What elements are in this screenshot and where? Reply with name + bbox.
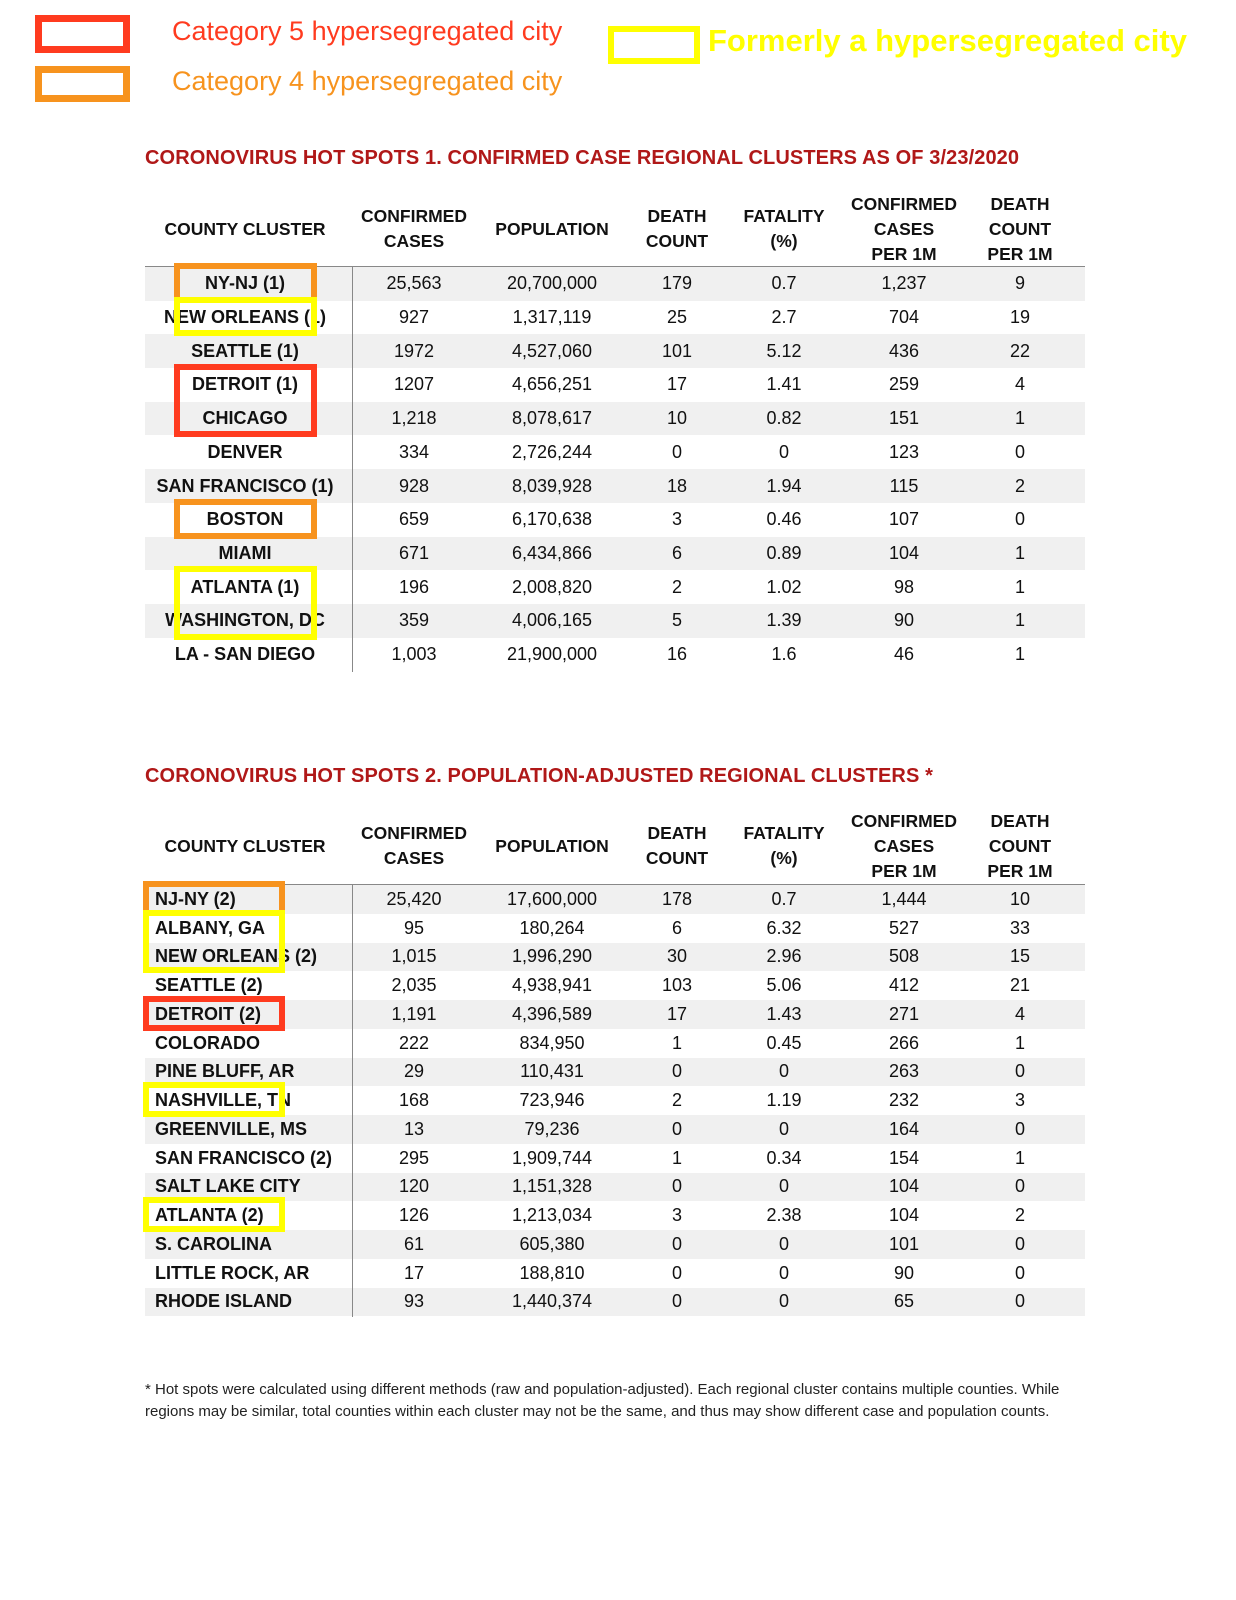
cell-county-cluster: LA - SAN DIEGO: [174, 644, 316, 665]
cell-cases-per-1m: 1,237: [881, 273, 927, 294]
cell-county-cluster: NY-NJ (1): [204, 273, 285, 294]
cell-confirmed-cases: 61: [403, 1233, 425, 1254]
table-row: [145, 971, 1085, 1000]
table2-header-death-count: [617, 821, 737, 871]
table-row: [145, 1000, 1085, 1029]
cell-cases-per-1m: 115: [889, 475, 919, 496]
cell-fatality-pct: 1.39: [766, 610, 802, 631]
cell-population: 1,213,034: [511, 1205, 593, 1226]
legend-label-formerly: Formerly a hypersegregated city: [708, 23, 1187, 58]
cell-death-count: 1: [671, 1147, 682, 1168]
cell-population: 4,938,941: [511, 975, 593, 996]
cell-fatality-pct: 0.7: [771, 273, 797, 294]
cell-deaths-per-1m: 0: [1014, 441, 1025, 462]
cell-confirmed-cases: 295: [398, 1147, 430, 1168]
cell-fatality-pct: 6.32: [766, 917, 802, 938]
table2-header-population: [472, 834, 632, 859]
cell-population: 79,236: [524, 1118, 580, 1139]
cell-population: 188,810: [519, 1262, 585, 1283]
cell-population: 723,946: [519, 1090, 585, 1111]
table-row: [145, 1115, 1085, 1144]
table-row: [145, 1058, 1085, 1087]
table-row: [145, 604, 1085, 638]
cell-death-count: 101: [661, 340, 693, 361]
table2-title: CORONOVIRUS HOT SPOTS 2. POPULATION-ADJUSTED REGIONAL CLUSTERS *: [145, 765, 933, 787]
table-row: [145, 503, 1085, 537]
table-row: [145, 1201, 1085, 1230]
legend-swatch-category5: [35, 15, 130, 53]
cell-death-count: 18: [666, 475, 688, 496]
cell-fatality-pct: 0.34: [766, 1147, 802, 1168]
cell-deaths-per-1m: 0: [1014, 1291, 1025, 1312]
cell-cases-per-1m: 154: [888, 1147, 920, 1168]
cell-confirmed-cases: 1972: [393, 340, 435, 361]
cell-population: 8,078,617: [511, 408, 593, 429]
cell-fatality-pct: 0: [778, 1262, 789, 1283]
header-text: CONFIRMED: [851, 193, 957, 214]
header-text: COUNT: [645, 848, 709, 868]
cell-county-cluster: NEW ORLEANS (2): [155, 946, 317, 967]
cell-death-count: 30: [666, 946, 688, 967]
cell-deaths-per-1m: 1: [1014, 542, 1025, 563]
footnote: * Hot spots were calculated using different methods (raw and population-adjusted). Each regional cluster contains multiple counties. While regions may be similar, total counties within each cluster may not be the same, and thus may show different case and population counts.: [145, 1381, 1060, 1420]
table-row: [145, 334, 1085, 368]
cell-cases-per-1m: 704: [888, 307, 920, 328]
cell-county-cluster: PINE BLUFF, AR: [155, 1061, 295, 1082]
cell-confirmed-cases: 95: [403, 917, 425, 938]
cell-fatality-pct: 0: [778, 441, 789, 462]
cell-cases-per-1m: 104: [888, 1205, 920, 1226]
cell-confirmed-cases: 196: [398, 576, 430, 597]
cell-confirmed-cases: 17: [403, 1262, 425, 1283]
header-text: CASES: [383, 231, 445, 251]
header-text: CONFIRMED: [361, 206, 467, 226]
cell-death-count: 0: [671, 441, 682, 462]
cell-deaths-per-1m: 0: [1014, 509, 1025, 530]
cell-cases-per-1m: 104: [888, 542, 920, 563]
table-row: [145, 1173, 1085, 1202]
cell-population: 4,656,251: [511, 374, 593, 395]
cell-cases-per-1m: 151: [888, 408, 920, 429]
cell-fatality-pct: 0.45: [766, 1032, 802, 1053]
table-row: [145, 1144, 1085, 1173]
cell-deaths-per-1m: 0: [1014, 1061, 1025, 1082]
table-row: [145, 570, 1085, 604]
cell-county-cluster: BOSTON: [206, 509, 284, 530]
table2-header-cases-per-1m: [834, 809, 974, 884]
cell-fatality-pct: 0.46: [766, 509, 802, 530]
cell-fatality-pct: 2.96: [766, 946, 802, 967]
cell-deaths-per-1m: 0: [1014, 1118, 1025, 1139]
header-text: FATALITY: [743, 823, 825, 843]
header-text: CONFIRMED: [361, 823, 467, 843]
cell-county-cluster: NASHVILLE, TN: [155, 1090, 292, 1111]
cell-deaths-per-1m: 1: [1014, 1032, 1025, 1053]
cell-cases-per-1m: 527: [888, 917, 920, 938]
cell-fatality-pct: 0: [778, 1233, 789, 1254]
cell-county-cluster: ATLANTA (2): [155, 1205, 264, 1226]
cell-population: 834,950: [519, 1032, 585, 1053]
table-row: [145, 1259, 1085, 1288]
cell-county-cluster: SAN FRANCISCO (2): [155, 1147, 333, 1168]
header-text: COUNTY CLUSTER: [164, 218, 326, 239]
cell-population: 6,434,866: [511, 542, 593, 563]
cell-county-cluster: GREENVILLE, MS: [155, 1118, 308, 1139]
cell-county-cluster: NEW ORLEANS (1): [164, 307, 326, 328]
table-row: [145, 914, 1085, 943]
cell-population: 2,008,820: [511, 576, 593, 597]
cell-fatality-pct: 0.7: [771, 888, 797, 909]
cell-county-cluster: CHICAGO: [202, 408, 288, 429]
header-text: POPULATION: [495, 835, 609, 856]
cell-county-cluster: WASHINGTON, DC: [165, 610, 325, 631]
cell-cases-per-1m: 259: [888, 374, 920, 395]
cell-confirmed-cases: 1,191: [391, 1003, 437, 1024]
cell-death-count: 17: [666, 1003, 688, 1024]
table-row: [145, 885, 1085, 914]
cell-cases-per-1m: 90: [893, 1262, 915, 1283]
cell-county-cluster: DETROIT (2): [155, 1003, 261, 1024]
cell-fatality-pct: 0: [778, 1061, 789, 1082]
table-row: [145, 943, 1085, 972]
cell-population: 20,700,000: [506, 273, 598, 294]
cell-county-cluster: DETROIT (1): [192, 374, 298, 395]
cell-deaths-per-1m: 22: [1009, 340, 1031, 361]
table-row: [145, 368, 1085, 402]
cell-confirmed-cases: 359: [398, 610, 430, 631]
cell-death-count: 103: [661, 975, 693, 996]
cell-cases-per-1m: 263: [888, 1061, 920, 1082]
cell-confirmed-cases: 168: [398, 1090, 430, 1111]
header-text: CASES: [873, 835, 935, 856]
cell-fatality-pct: 1.94: [766, 475, 802, 496]
table1-header-death-count: [617, 204, 737, 254]
cell-fatality-pct: 0: [778, 1291, 789, 1312]
cell-fatality-pct: 2.38: [766, 1205, 802, 1226]
cell-confirmed-cases: 671: [398, 542, 430, 563]
cell-population: 17,600,000: [506, 888, 598, 909]
cell-death-count: 5: [671, 610, 682, 631]
cell-confirmed-cases: 1,003: [391, 644, 437, 665]
cell-deaths-per-1m: 1: [1014, 644, 1025, 665]
cell-death-count: 178: [661, 888, 693, 909]
cell-deaths-per-1m: 19: [1009, 307, 1031, 328]
cell-confirmed-cases: 927: [398, 307, 430, 328]
cell-population: 8,039,928: [511, 475, 593, 496]
header-text: (%): [770, 848, 798, 868]
table2-header-fatality-pct: [724, 821, 844, 871]
header-text: PER 1M: [987, 243, 1053, 264]
header-text: DEATH: [990, 810, 1050, 831]
cell-fatality-pct: 5.12: [766, 340, 802, 361]
cell-population: 6,170,638: [511, 509, 593, 530]
table2-header-confirmed-cases: [339, 821, 489, 871]
cell-confirmed-cases: 25,563: [386, 273, 442, 294]
cell-deaths-per-1m: 1: [1014, 1147, 1025, 1168]
cell-death-count: 17: [666, 374, 688, 395]
cell-county-cluster: SAN FRANCISCO (1): [156, 475, 334, 496]
cell-deaths-per-1m: 4: [1014, 1003, 1025, 1024]
cell-fatality-pct: 2.7: [771, 307, 797, 328]
cell-cases-per-1m: 412: [888, 975, 920, 996]
cell-death-count: 3: [671, 509, 682, 530]
cell-county-cluster: RHODE ISLAND: [155, 1291, 293, 1312]
table-row: [145, 301, 1085, 335]
cell-death-count: 0: [671, 1291, 682, 1312]
cell-fatality-pct: 0: [778, 1176, 789, 1197]
cell-county-cluster: LITTLE ROCK, AR: [155, 1262, 310, 1283]
legend-label-category5: Category 5 hypersegregated city: [172, 16, 563, 46]
legend-label-category4: Category 4 hypersegregated city: [172, 66, 563, 96]
table2-header-county-cluster: [133, 834, 358, 859]
cell-deaths-per-1m: 21: [1009, 975, 1031, 996]
table-row: [145, 402, 1085, 436]
table1-header-population: [472, 217, 632, 242]
table2-header-deaths-per-1m: [960, 809, 1080, 884]
table1-header-deaths-per-1m: [960, 192, 1080, 267]
table-row: [145, 469, 1085, 503]
table-row: [145, 267, 1085, 301]
header-text: PER 1M: [987, 860, 1053, 881]
cell-population: 1,151,328: [511, 1176, 593, 1197]
cell-cases-per-1m: 123: [888, 441, 920, 462]
legend-swatch-formerly: [608, 26, 700, 64]
cell-fatality-pct: 1.43: [766, 1003, 802, 1024]
cell-fatality-pct: 1.6: [771, 644, 797, 665]
header-text: FATALITY: [743, 206, 825, 226]
cell-county-cluster: S. CAROLINA: [155, 1233, 272, 1254]
cell-fatality-pct: 1.41: [766, 374, 802, 395]
cell-cases-per-1m: 164: [888, 1118, 920, 1139]
cell-death-count: 2: [671, 576, 682, 597]
cell-confirmed-cases: 25,420: [386, 888, 442, 909]
table-row: [145, 1288, 1085, 1317]
cell-population: 2,726,244: [511, 441, 593, 462]
cell-population: 1,996,290: [511, 946, 593, 967]
cell-population: 110,431: [520, 1061, 584, 1082]
table-row: [145, 1029, 1085, 1058]
cell-deaths-per-1m: 9: [1014, 273, 1025, 294]
cell-fatality-pct: 5.06: [766, 975, 802, 996]
cell-fatality-pct: 0.89: [766, 542, 802, 563]
header-text: COUNT: [988, 218, 1052, 239]
cell-confirmed-cases: 659: [398, 509, 430, 530]
cell-confirmed-cases: 1207: [393, 374, 435, 395]
header-text: (%): [770, 231, 798, 251]
cell-confirmed-cases: 334: [398, 441, 430, 462]
cell-cases-per-1m: 65: [893, 1291, 915, 1312]
cell-deaths-per-1m: 3: [1014, 1090, 1025, 1111]
cell-confirmed-cases: 120: [398, 1176, 430, 1197]
cell-death-count: 16: [666, 644, 688, 665]
cell-deaths-per-1m: 2: [1014, 1205, 1025, 1226]
cell-confirmed-cases: 126: [398, 1205, 430, 1226]
cell-confirmed-cases: 1,015: [391, 946, 437, 967]
cell-population: 1,440,374: [511, 1291, 593, 1312]
cell-deaths-per-1m: 0: [1014, 1176, 1025, 1197]
cell-cases-per-1m: 1,444: [881, 888, 927, 909]
header-text: PER 1M: [871, 243, 937, 264]
cell-deaths-per-1m: 33: [1009, 917, 1031, 938]
cell-cases-per-1m: 104: [888, 1176, 920, 1197]
cell-population: 180,264: [519, 917, 585, 938]
cell-cases-per-1m: 107: [888, 509, 920, 530]
cell-death-count: 3: [671, 1205, 682, 1226]
cell-county-cluster: SEATTLE (1): [191, 340, 299, 361]
cell-population: 605,380: [519, 1233, 585, 1254]
header-text: CASES: [383, 848, 445, 868]
table1-header-fatality-pct: [724, 204, 844, 254]
header-text: DEATH: [647, 206, 707, 226]
cell-death-count: 2: [671, 1090, 682, 1111]
cell-cases-per-1m: 46: [893, 644, 915, 665]
cell-population: 1,317,119: [512, 307, 592, 328]
cell-fatality-pct: 1.19: [766, 1090, 802, 1111]
cell-confirmed-cases: 2,035: [391, 975, 437, 996]
cell-county-cluster: DENVER: [207, 441, 283, 462]
cell-death-count: 179: [661, 273, 693, 294]
cell-deaths-per-1m: 0: [1014, 1262, 1025, 1283]
header-text: CASES: [873, 218, 935, 239]
cell-deaths-per-1m: 1: [1014, 610, 1025, 631]
cell-deaths-per-1m: 10: [1009, 888, 1031, 909]
cell-death-count: 0: [671, 1061, 682, 1082]
cell-county-cluster: MIAMI: [218, 542, 272, 563]
cell-deaths-per-1m: 4: [1014, 374, 1025, 395]
cell-confirmed-cases: 29: [403, 1061, 425, 1082]
cell-deaths-per-1m: 1: [1014, 408, 1025, 429]
header-text: COUNTY CLUSTER: [164, 835, 326, 856]
cell-cases-per-1m: 508: [888, 946, 920, 967]
cell-death-count: 0: [671, 1176, 682, 1197]
cell-confirmed-cases: 93: [403, 1291, 425, 1312]
header-text: COUNT: [645, 231, 709, 251]
cell-cases-per-1m: 266: [888, 1032, 920, 1053]
cell-county-cluster: NJ-NY (2): [155, 888, 236, 909]
cell-death-count: 6: [671, 542, 682, 563]
cell-deaths-per-1m: 0: [1014, 1233, 1025, 1254]
table1-column-divider: [352, 266, 353, 672]
header-text: DEATH: [990, 193, 1050, 214]
cell-death-count: 0: [671, 1262, 682, 1283]
table-row: [145, 638, 1085, 672]
cell-population: 1,909,744: [511, 1147, 593, 1168]
cell-confirmed-cases: 222: [398, 1032, 430, 1053]
cell-confirmed-cases: 928: [398, 475, 430, 496]
cell-confirmed-cases: 13: [403, 1118, 425, 1139]
legend-swatch-category4: [35, 66, 130, 102]
cell-death-count: 1: [671, 1032, 682, 1053]
cell-population: 4,396,589: [511, 1003, 593, 1024]
cell-population: 4,527,060: [511, 340, 593, 361]
cell-cases-per-1m: 101: [888, 1233, 920, 1254]
header-text: COUNT: [988, 835, 1052, 856]
cell-county-cluster: SEATTLE (2): [155, 975, 263, 996]
cell-deaths-per-1m: 15: [1009, 946, 1031, 967]
cell-cases-per-1m: 98: [893, 576, 915, 597]
table1-header-cases-per-1m: [834, 192, 974, 267]
cell-death-count: 10: [666, 408, 688, 429]
table-row: [145, 1086, 1085, 1115]
header-text: CONFIRMED: [851, 810, 957, 831]
table2-column-divider: [352, 884, 353, 1317]
cell-cases-per-1m: 232: [888, 1090, 920, 1111]
table-row: [145, 436, 1085, 470]
cell-population: 21,900,000: [506, 644, 598, 665]
cell-county-cluster: ATLANTA (1): [190, 576, 300, 597]
cell-fatality-pct: 0.82: [766, 408, 802, 429]
cell-deaths-per-1m: 1: [1014, 576, 1025, 597]
header-text: POPULATION: [495, 218, 609, 239]
cell-county-cluster: SALT LAKE CITY: [155, 1176, 301, 1197]
cell-confirmed-cases: 1,218: [391, 408, 437, 429]
cell-deaths-per-1m: 2: [1014, 475, 1025, 496]
cell-cases-per-1m: 436: [888, 340, 920, 361]
cell-cases-per-1m: 271: [888, 1003, 920, 1024]
cell-fatality-pct: 1.02: [766, 576, 802, 597]
table1-header-confirmed-cases: [339, 204, 489, 254]
cell-fatality-pct: 0: [778, 1118, 789, 1139]
cell-county-cluster: ALBANY, GA: [155, 917, 266, 938]
table-row: [145, 537, 1085, 571]
table1-header-county-cluster: [133, 217, 358, 242]
cell-death-count: 0: [671, 1233, 682, 1254]
header-text: PER 1M: [871, 860, 937, 881]
cell-county-cluster: COLORADO: [155, 1032, 260, 1053]
cell-death-count: 0: [671, 1118, 682, 1139]
table-row: [145, 1230, 1085, 1259]
cell-death-count: 25: [666, 307, 688, 328]
cell-population: 4,006,165: [511, 610, 593, 631]
cell-cases-per-1m: 90: [893, 610, 915, 631]
cell-death-count: 6: [671, 917, 682, 938]
table1-title: CORONOVIRUS HOT SPOTS 1. CONFIRMED CASE REGIONAL CLUSTERS AS OF 3/23/2020: [145, 147, 1020, 169]
header-text: DEATH: [647, 823, 707, 843]
